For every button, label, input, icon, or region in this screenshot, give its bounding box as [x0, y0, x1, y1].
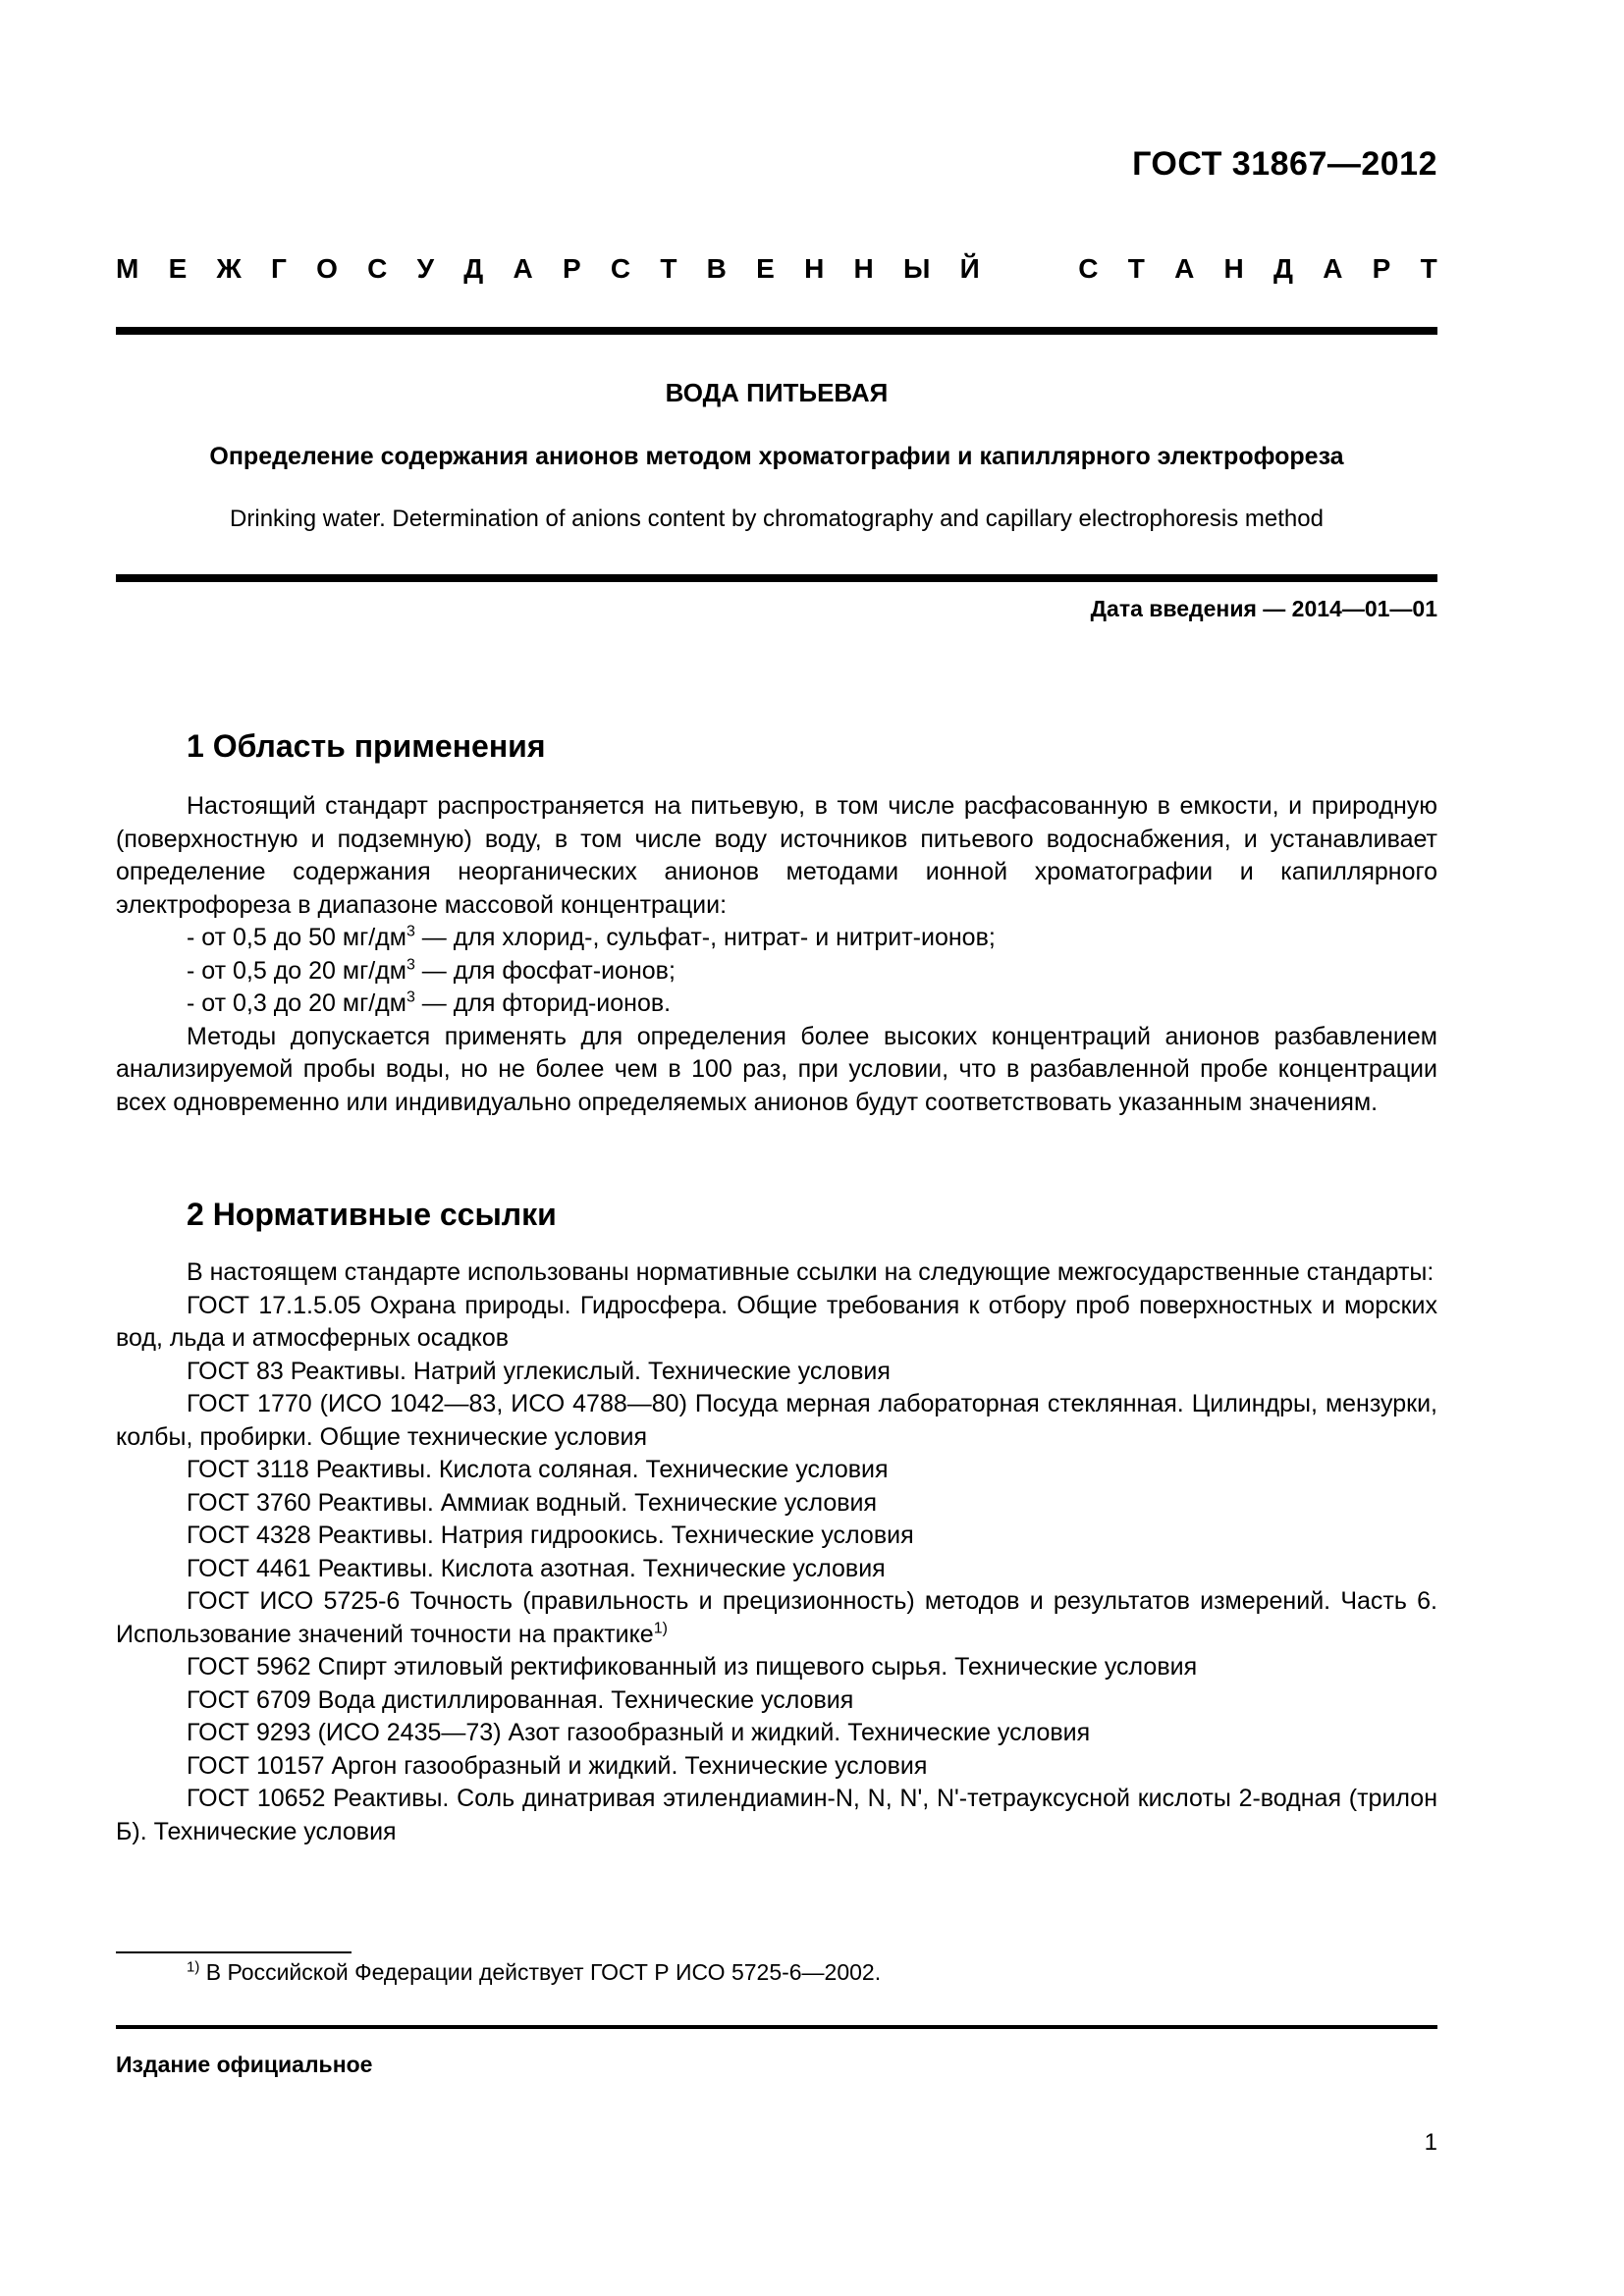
document-title: ВОДА ПИТЬЕВАЯ [665, 378, 889, 407]
normative-reference-iso [116, 1585, 1437, 1651]
list-item-text: — для фторид-ионов. [414, 989, 672, 1017]
letter: Е [756, 253, 775, 284]
section-1-paragraph-2: Методы допускается применять для определения более высоких концентраций анионов разбавлением анализируемой пробы воды, но не более чем в 100 раз, при условии, что в разбавленной пробе концентрации всех одновременно или индивидуально определяемых анионов будут соответствовать указанным значениям. [116, 1022, 1437, 1116]
divider-top [116, 327, 1437, 335]
letter: Т [660, 253, 677, 284]
section-2-body [116, 1256, 1437, 1848]
list-item-text: — для хлорид-, сульфат-, нитрат- и нитрит-ионов; [414, 924, 996, 951]
section-1-body [116, 790, 1437, 1119]
letter: В [706, 253, 727, 284]
letter: Г [271, 253, 287, 284]
list-item-text: - от 0,5 до 20 мг/дм [187, 956, 406, 985]
page-number: 1 [1424, 2129, 1437, 2156]
letter: С [367, 253, 388, 284]
letter: Ж [216, 253, 242, 284]
footnote-mark: 1) [653, 1620, 668, 1637]
normative-reference: ГОСТ 3760 Реактивы. Аммиак водный. Технические условия [187, 1488, 878, 1517]
document-title-english: Drinking water. Determination of anions content by chromatography and capillary electrophoresis method [230, 506, 1324, 532]
divider-footer [116, 2025, 1437, 2029]
normative-reference: ГОСТ 3118 Реактивы. Кислота соляная. Технические условия [187, 1456, 889, 1483]
section-1-paragraph-1: Настоящий стандарт распространяется на питьевую, в том числе расфасованную в емкости, и природную (поверхностную и подземную) воду, в том числе воду источников питьевого водоснабжения, и устанавливает определение содержания неорганических анионов методами ионной хроматографии и капиллярного электрофореза в диапазоне массовой концентрации: [116, 792, 1437, 919]
normative-reference: ГОСТ 10157 Аргон газообразный и жидкий. Технические условия [187, 1751, 928, 1780]
letter: Т [1127, 253, 1145, 284]
normative-reference: ГОСТ 6709 Вода дистиллированная. Технические условия [187, 1685, 854, 1714]
word-gap [1009, 253, 1049, 285]
letter: Н [804, 253, 825, 284]
letter: Д [1273, 253, 1293, 284]
letter: Т [1420, 253, 1437, 284]
superscript: 3 [406, 988, 415, 1006]
list-item-text: - от 0,3 до 20 мг/дм [187, 989, 406, 1017]
footnote [187, 1959, 881, 1986]
letter: А [1174, 253, 1195, 284]
normative-reference: ГОСТ 83 Реактивы. Натрий углекислый. Технические условия [187, 1357, 891, 1385]
letter: А [513, 253, 533, 284]
footnote-mark: 1) [187, 1958, 200, 1976]
reference-text: ГОСТ ИСО 5725-6 Точность (правильность и прецизионность) методов и результатов измерений. Часть 6. Использование значений точности на практике [116, 1587, 1437, 1648]
letter: С [610, 253, 631, 284]
section-1-heading: 1 Область применения [187, 728, 546, 764]
divider-title [116, 574, 1437, 582]
footnote-separator [116, 1951, 352, 1953]
letter: А [1323, 253, 1343, 284]
list-item [116, 988, 1437, 1021]
letter: Ы [903, 253, 931, 284]
normative-reference: ГОСТ 1770 (ИСО 1042—83, ИСО 4788—80) Посуда мерная лабораторная стеклянная. Цилиндры, мензурки, колбы, пробирки. Общие технические условия [116, 1390, 1437, 1451]
letter: Н [1223, 253, 1244, 284]
normative-reference: ГОСТ 4328 Реактивы. Натрия гидроокись. Технические условия [187, 1522, 914, 1549]
edition-label: Издание официальное [116, 2052, 373, 2077]
superscript: 3 [406, 956, 415, 974]
letter: Р [562, 253, 581, 284]
introduction-date: Дата введения — 2014—01—01 [1090, 596, 1437, 621]
letter: Й [959, 253, 980, 284]
list-item [116, 922, 1437, 955]
footnote-text: В Российской Федерации действует ГОСТ Р ИСО 5725-6—2002. [199, 1959, 882, 1985]
normative-reference: ГОСТ 9293 (ИСО 2435—73) Азот газообразный и жидкий. Технические условия [187, 1719, 1091, 1746]
list-item-text: - от 0,5 до 50 мг/дм [187, 924, 406, 951]
letter: О [316, 253, 338, 284]
normative-reference: ГОСТ 5962 Спирт этиловый ректификованный из пищевого сырья. Технические условия [187, 1653, 1198, 1681]
normative-reference: ГОСТ 17.1.5.05 Охрана природы. Гидросфера. Общие требования к отбору проб поверхностных и морских вод, льда и атмосферных осадков [116, 1291, 1437, 1352]
standard-number: ГОСТ 31867—2012 [1132, 145, 1437, 183]
document-subtitle: Определение содержания анионов методом хроматографии и капиллярного электрофореза [209, 443, 1344, 470]
normative-reference: ГОСТ 10652 Реактивы. Соль динатривая этилендиамин-N, N, N', N'-тетрауксусной кислоты 2-водная (трилон Б). Технические условия [116, 1785, 1437, 1845]
letter: Д [463, 253, 484, 284]
superscript: 3 [406, 923, 415, 940]
letter: С [1078, 253, 1099, 284]
list-item [116, 955, 1437, 988]
letter: Р [1372, 253, 1391, 284]
letter: Н [853, 253, 874, 284]
letter: У [416, 253, 435, 284]
list-item-text: — для фосфат-ионов; [414, 956, 676, 985]
section-2-heading: 2 Нормативные ссылки [187, 1197, 557, 1232]
section-2-intro: В настоящем стандарте использованы нормативные ссылки на следующие межгосударственные стандарты: [187, 1258, 1435, 1286]
interstate-standard-heading [116, 253, 1437, 285]
letter: М [116, 253, 139, 284]
letter: Е [168, 253, 188, 284]
normative-reference: ГОСТ 4461 Реактивы. Кислота азотная. Технические условия [187, 1554, 886, 1582]
